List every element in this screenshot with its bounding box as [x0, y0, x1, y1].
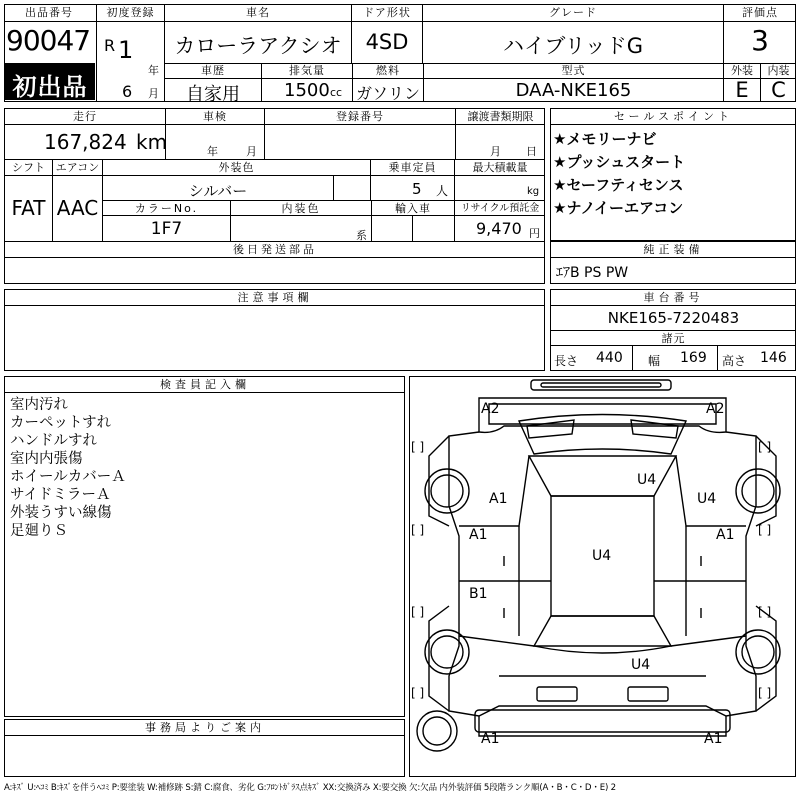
height: 146 [760, 350, 787, 366]
recycle-fee: 9,470 [476, 219, 522, 238]
bracket-left-bottom: [ ] [411, 686, 425, 700]
legend: A:ｷｽﾞ U:ﾍｺﾐ B:ｷｽﾞを伴うﾍｺﾐ P:要塗装 W:補修跡 S:錆 C:腐食、劣化 G:ﾌﾛﾝﾄｶﾞﾗｽ点ｷｽﾞ XX:交換済み X:要交換 欠:欠品 内外装評価 5段階ランク順(A・B・C・D・E) 2 [4, 783, 616, 793]
year-unit: 年 [148, 64, 159, 77]
damage-mark: U4 [631, 657, 651, 673]
history-label: 車歴 [201, 64, 225, 77]
damage-mark: A1 [489, 491, 508, 507]
inspector-line: ホイールカバーＡ [10, 469, 126, 485]
bracket-left-front: [ ] [411, 440, 425, 454]
color-no-label: カラーNo. [134, 202, 199, 215]
load-label: 最大積載量 [472, 161, 528, 174]
seats-unit: 人 [436, 184, 449, 198]
plate-label: 登録番号 [336, 110, 384, 123]
bracket-right-rear: [ ] [758, 605, 772, 619]
mileage-label: 走行 [73, 110, 97, 123]
displacement: 1500 [284, 80, 330, 101]
inspection-year-unit: 年 [207, 145, 218, 158]
transfer-day-unit: 日 [526, 145, 537, 158]
mileage: 167,824 [44, 130, 127, 154]
sales-point-1: ★メモリーナビ [553, 130, 657, 148]
bracket-right-front: [ ] [758, 440, 772, 454]
color-no: 1F7 [150, 219, 183, 239]
interior-label: 内装 [767, 64, 790, 77]
grade-label: グレード [549, 6, 597, 19]
damage-mark: A1 [481, 731, 500, 747]
fuel: ガソリン [355, 84, 420, 103]
length-label: 長さ [554, 354, 579, 368]
inspector-notes [10, 396, 126, 540]
reg-label: 初度登録 [106, 6, 155, 19]
first-listing-text: 初出品 [12, 73, 88, 101]
sales-points-label: セールスポイント [613, 110, 733, 123]
height-label: 高さ [722, 354, 747, 368]
shift: FAT [11, 196, 46, 220]
transfer-month-unit: 月 [490, 145, 501, 158]
sales-point-4: ★ナノイーエアコン [553, 199, 684, 217]
shift-label: シフト [12, 161, 45, 174]
bracket-left-mid: [ ] [411, 523, 425, 537]
yen-unit: 円 [529, 227, 540, 240]
load-unit: kg [527, 186, 540, 197]
lot-label: 出品番号 [25, 6, 73, 19]
width: 169 [680, 350, 707, 366]
door-type: 4SD [365, 30, 409, 54]
damage-mark: B1 [469, 586, 488, 602]
inspector-line: 室内汚れ [10, 397, 68, 413]
history: 自家用 [186, 84, 240, 105]
transfer-label: 譲渡書類期限 [467, 110, 534, 123]
width-label: 幅 [648, 354, 661, 368]
model: DAA-NKE165 [515, 80, 632, 101]
damage-mark: A2 [481, 401, 500, 417]
fuel-label: 燃料 [376, 64, 400, 77]
damage-mark: U4 [697, 491, 717, 507]
damage-mark: A1 [469, 527, 488, 543]
dimensions-label: 諸元 [661, 332, 686, 345]
score-label: 評価点 [742, 6, 778, 19]
damage-mark: A1 [704, 731, 723, 747]
genuine-label: 純正装備 [643, 243, 704, 256]
reg-month: 6 [122, 82, 133, 101]
seats-label: 乗車定員 [388, 161, 437, 174]
damage-mark: U4 [592, 548, 612, 564]
ac-label: エアコン [55, 161, 100, 174]
color-label: 外装色 [218, 161, 255, 174]
inspector-line: サイドミラーＡ [10, 487, 111, 503]
ac: AAC [56, 196, 99, 220]
model-label: 型式 [561, 64, 586, 77]
chassis-label: 車台番号 [643, 291, 704, 304]
inspector-line: 足廻りＳ [10, 523, 68, 539]
damage-mark: A1 [716, 527, 735, 543]
chassis-number: NKE165-7220483 [607, 309, 740, 327]
recycle-label: リサイクル預託金 [460, 203, 540, 214]
bracket-right-bottom: [ ] [758, 686, 772, 700]
inspector-line: 外装うすい線傷 [10, 505, 112, 521]
later-parts-label: 後日発送部品 [233, 243, 317, 256]
inspection-month-unit: 月 [246, 145, 257, 158]
sales-point-3: ★セーフティセンス [553, 176, 684, 194]
import-label: 輸入車 [395, 202, 431, 215]
exterior-color: シルバー [188, 182, 248, 200]
inspector-line: ハンドルすれ [10, 433, 97, 449]
month-unit: 月 [148, 87, 159, 100]
cc-unit: cc [330, 86, 343, 99]
grade: ハイブリッドG [503, 34, 643, 58]
displacement-label: 排気量 [289, 64, 325, 77]
seats: 5 [412, 180, 422, 198]
lot-number: 90047 [6, 24, 91, 57]
inspector-line: カーペットすれ [10, 415, 112, 431]
name-label: 車名 [246, 6, 270, 19]
length: 440 [596, 350, 623, 366]
inspector-label: 検査員記入欄 [160, 378, 250, 391]
interior-grade: C [771, 78, 786, 102]
inspector-line: 室内内張傷 [10, 451, 83, 467]
bracket-right-mid: [ ] [758, 523, 772, 537]
damage-mark: U4 [637, 472, 657, 488]
genuine-equipment: ｴｱB PS PW [556, 265, 629, 281]
car-body-diagram [409, 376, 796, 777]
car-name: カローラアクシオ [174, 34, 342, 58]
reg-year: 1 [118, 36, 134, 64]
interior-color-label: 内装色 [281, 202, 321, 215]
reg-era: R [104, 36, 116, 55]
km-unit: km [136, 130, 168, 154]
damage-mark: A2 [706, 401, 725, 417]
notes-label: 注意事項欄 [237, 291, 313, 304]
exterior-label: 外装 [731, 64, 753, 77]
score: 3 [751, 24, 769, 57]
office-label: 事務局よりご案内 [145, 721, 265, 734]
interior-color-unit: 系 [356, 229, 367, 242]
sales-point-2: ★プッシュスタート [553, 153, 686, 171]
inspection-label: 車検 [203, 110, 227, 123]
exterior-grade: E [735, 78, 749, 102]
door-label: ドア形状 [363, 6, 411, 19]
bracket-left-rear: [ ] [411, 605, 425, 619]
